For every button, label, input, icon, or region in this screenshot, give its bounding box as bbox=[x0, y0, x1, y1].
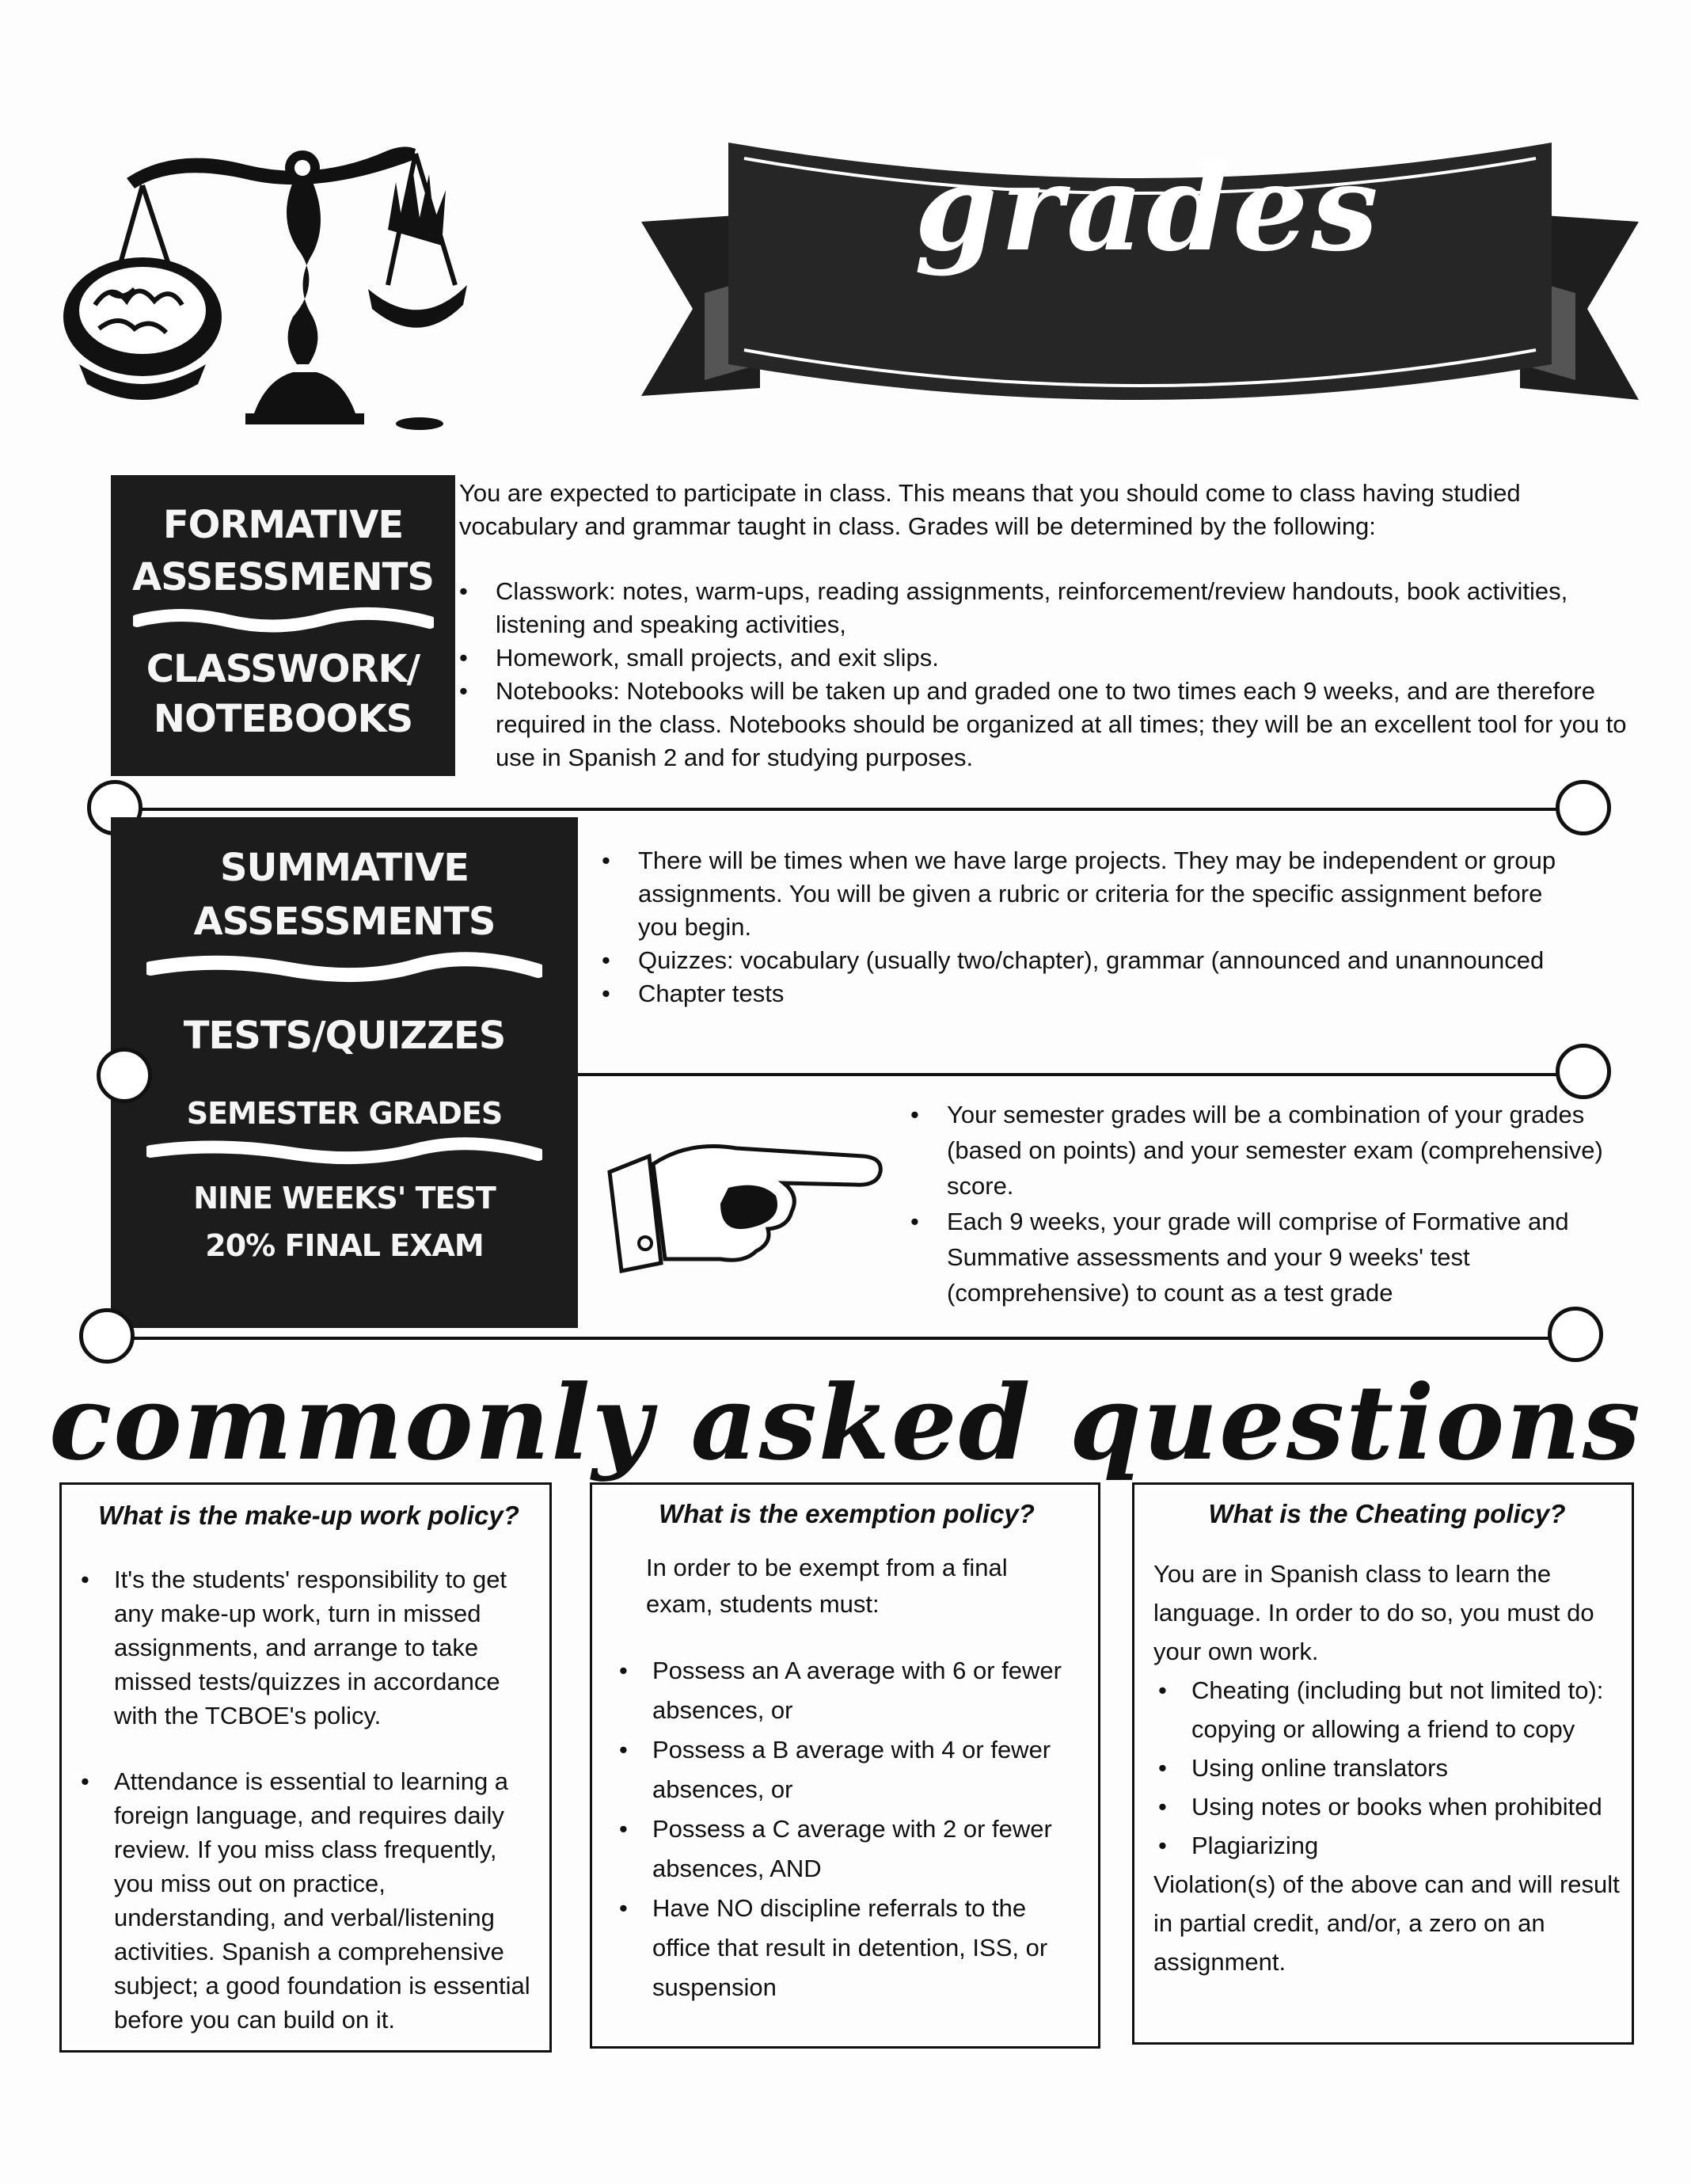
list-item: • Have NO discipline referrals to the office that result in detention, ISS, or suspension bbox=[614, 1889, 1087, 2007]
list-item: • Classwork: notes, warm-ups, reading assignments, reinforcement/review handouts, book activities, listening and speaking activities, bbox=[459, 575, 1647, 641]
exemption-policy-box bbox=[590, 1482, 1100, 2049]
summative-label-box bbox=[111, 817, 578, 1328]
exemption-question: What is the exemption policy? bbox=[659, 1499, 1035, 1528]
list-item: • Chapter tests bbox=[602, 977, 1568, 1010]
nine-weeks-test-label: NINE WEEKS' TEST bbox=[193, 1181, 496, 1216]
divider-ring bbox=[1548, 1307, 1603, 1362]
list-item: • Cheating (including but not limited to): copying or allowing a friend to copy bbox=[1153, 1671, 1621, 1748]
notebooks-label: NOTEBOOKS bbox=[153, 697, 413, 741]
scribble-divider bbox=[146, 949, 542, 988]
page-title: grades bbox=[914, 139, 1381, 278]
list-item: • It's the students' responsibility to get any make-up work, turn in missed assignments, and arrange to take missed tests/quizzes in accordance with the TCBOE's policy. bbox=[76, 1562, 542, 1733]
list-item: • There will be times when we have large projects. They may be independent or group assignments. You will be given a rubric or criteria for the specific assignment before you begin. bbox=[602, 844, 1568, 944]
list-item: • Your semester grades will be a combination of your grades (based on points) and your semester exam (comprehensive) score. bbox=[910, 1097, 1607, 1204]
cheating-question: What is the Cheating policy? bbox=[1208, 1499, 1566, 1528]
formative-label-box bbox=[111, 475, 455, 776]
divider-ring bbox=[1556, 780, 1611, 835]
summative-label: SUMMATIVE bbox=[219, 846, 469, 890]
divider-ring bbox=[1556, 1044, 1611, 1099]
assessments-label: ASSESSMENTS bbox=[193, 900, 496, 944]
exemption-intro: In order to be exempt from a final exam, students must: bbox=[646, 1554, 1008, 1618]
formative-description bbox=[459, 477, 1647, 774]
semester-grades-label: SEMESTER GRADES bbox=[186, 1096, 503, 1131]
summative-description bbox=[602, 844, 1568, 1010]
list-item: • Using notes or books when prohibited bbox=[1153, 1787, 1621, 1826]
semester-description bbox=[910, 1097, 1607, 1311]
list-item: • Possess a B average with 4 or fewer absences, or bbox=[614, 1730, 1087, 1809]
list-item: • Each 9 weeks, your grade will comprise of Formative and Summative assessments and your 9 weeks' test (comprehensive) to count as a test grade bbox=[910, 1204, 1607, 1311]
list-item: • Possess an A average with 6 or fewer absences, or bbox=[614, 1651, 1087, 1730]
faq-title: commonly asked questions bbox=[49, 1362, 1642, 1483]
divider-ring bbox=[97, 1048, 152, 1103]
makeup-question: What is the make-up work policy? bbox=[98, 1501, 519, 1530]
assessments-label: ASSESSMENTS bbox=[132, 555, 434, 599]
classwork-label: CLASSWORK/ bbox=[146, 647, 420, 691]
section-divider bbox=[578, 1073, 1568, 1076]
list-item: • Using online translators bbox=[1153, 1748, 1621, 1787]
makeup-policy-box bbox=[59, 1482, 552, 2053]
scribble-divider bbox=[133, 603, 434, 635]
cheating-outro: Violation(s) of the above can and will result in partial credit, and/or, a zero on an assignment. bbox=[1153, 1870, 1620, 1976]
section-divider bbox=[119, 808, 1571, 811]
pointing-hand-icon bbox=[602, 1124, 895, 1283]
list-item: • Plagiarizing bbox=[1153, 1826, 1621, 1865]
section-divider bbox=[111, 1337, 1575, 1340]
list-item: • Homework, small projects, and exit slips. bbox=[459, 641, 1647, 675]
scale-of-justice-icon bbox=[55, 103, 467, 451]
final-exam-label: 20% FINAL EXAM bbox=[205, 1228, 484, 1263]
tests-quizzes-label: TESTS/QUIZZES bbox=[183, 1014, 506, 1058]
list-item: • Quizzes: vocabulary (usually two/chapter), grammar (announced and unannounced bbox=[602, 944, 1568, 977]
cheating-policy-box bbox=[1132, 1482, 1634, 2045]
list-item: • Possess a C average with 2 or fewer absences, AND bbox=[614, 1809, 1087, 1889]
list-item: • Attendance is essential to learning a foreign language, and requires daily review. If you miss class frequently, you miss out on practice, understanding, and verbal/listening activities. Spanish a comprehensive subject; a good foundation is essential before you can build on it. bbox=[76, 1764, 542, 2037]
list-item: • Notebooks: Notebooks will be taken up and graded one to two times each 9 weeks, and are therefore required in the class. Notebooks should be organized at all times; they will be an excellent tool for you to use in Spanish 2 and for studying purposes. bbox=[459, 675, 1647, 774]
formative-label: FORMATIVE bbox=[162, 503, 404, 547]
scribble-divider bbox=[146, 1136, 542, 1167]
formative-intro: You are expected to participate in class. This means that you should come to class having studied vocabulary and grammar taught in class. Grades will be determined by the following: bbox=[459, 479, 1521, 540]
divider-ring bbox=[79, 1308, 135, 1364]
cheating-intro: You are in Spanish class to learn the language. In order to do so, you must do your own work. bbox=[1153, 1560, 1594, 1665]
